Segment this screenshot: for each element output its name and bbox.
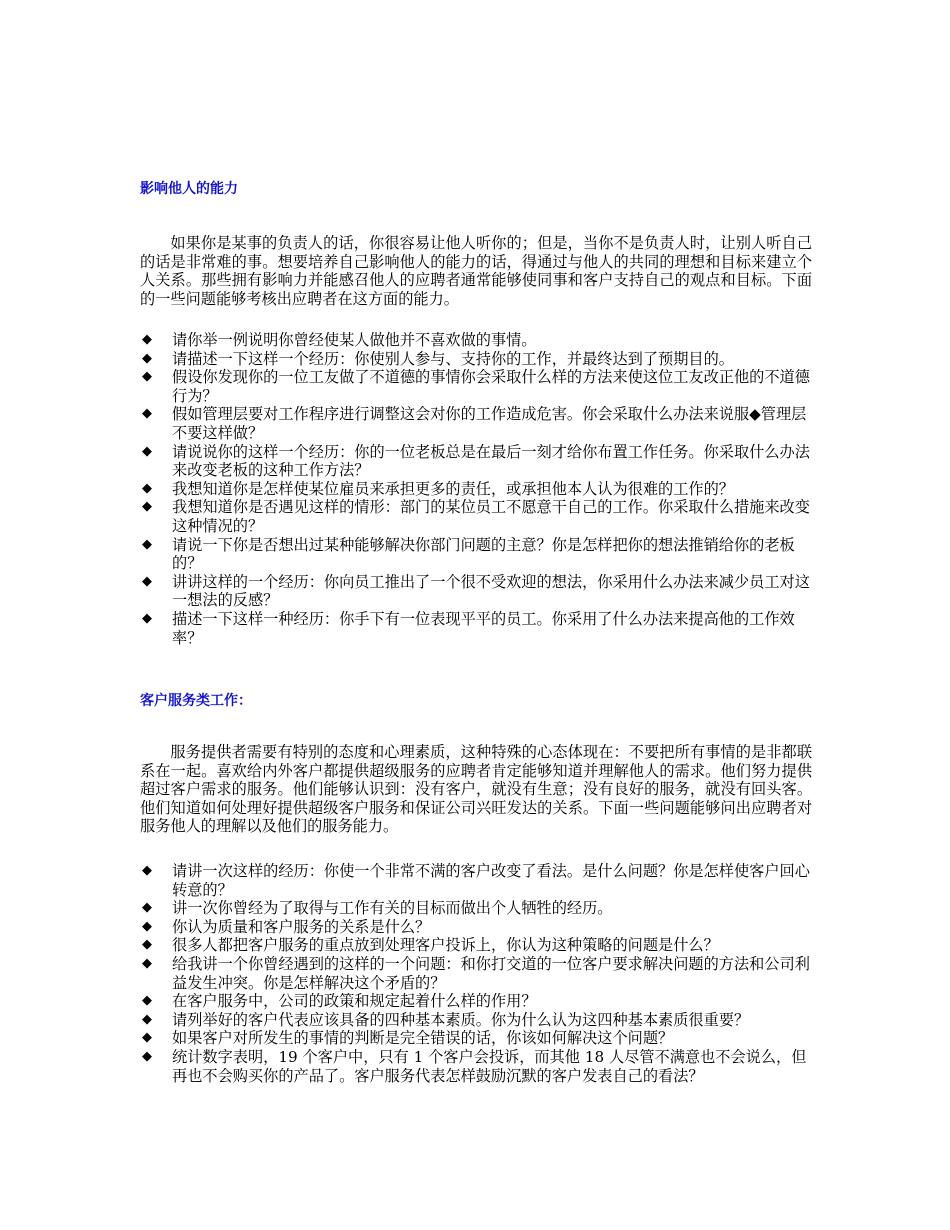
diamond-bullet-icon: ◆	[142, 918, 152, 934]
list-item	[140, 610, 812, 647]
diamond-bullet-icon: ◆	[142, 573, 152, 589]
list-item	[140, 331, 812, 350]
list-item-text: 请说说你的这样一个经历：你的一位老板总是在最后一刻才给你布置工作任务。你采取什么办法来改变老板的这种工作方法？	[172, 442, 810, 480]
diamond-bullet-icon: ◆	[142, 443, 152, 459]
section-heading-customer-service: 客户服务类工作：	[140, 693, 252, 709]
diamond-bullet-icon: ◆	[142, 332, 152, 347]
diamond-bullet-icon: ◆	[142, 406, 152, 422]
list-item	[140, 992, 812, 1011]
list-item	[140, 899, 812, 918]
question-list-customer-service	[140, 862, 812, 1085]
list-item-text: 如果客户对所发生的事情的判断是完全错误的话，你该如何解决这个问题？	[172, 1029, 674, 1048]
section-paragraph-influence: 如果你是某事的负责人的话，你很容易让他人听你的；但是，当你不是负责人时，让别人听自己的话是非常难的事。想要培养自己影响他人的能力的话，得通过与他人的共同的理想和目标来建立个人关系。那些拥有影响力并能感召他人的应聘者通常能够使同事和客户支持自己的观点和目标。下面的一些问题能够考核出应聘者在这方面的能力。	[140, 234, 812, 308]
diamond-bullet-icon: ◆	[142, 499, 152, 515]
list-item	[140, 536, 812, 573]
question-list-influence	[140, 331, 812, 647]
list-item-text: 统计数字表明，19 个客户中，只有 1 个客户会投诉，而其他 18 人尽管不满意也不会说么，但再也不会购买你的产品了。客户服务代表怎样鼓励沉默的客户发表自己的看法？	[172, 1047, 807, 1085]
list-item	[140, 862, 812, 899]
list-item	[140, 573, 812, 610]
list-item-text: 假如管理层要对工作程序进行调整这会对你的工作造成危害。你会采取什么办法来说服◆管理层不要这样做？	[172, 405, 807, 442]
diamond-bullet-icon: ◆	[142, 900, 152, 916]
list-item-text: 请描述一下这样一个经历：你使别人参与、支持你的工作，并最终达到了预期目的。	[172, 349, 734, 368]
list-item	[140, 443, 812, 480]
list-item	[140, 936, 812, 955]
list-item	[140, 1048, 812, 1085]
list-item-text: 讲一次你曾经为了取得与工作有关的目标而做出个人牺牲的经历。	[172, 899, 613, 918]
list-item-text: 我想知道你是否遇见这样的情形：部门的某位员工不愿意干自己的工作。你采取什么措施来改变这种情况的？	[172, 498, 810, 535]
list-item-text: 讲讲这样的一个经历：你向员工推出了一个很不受欢迎的想法，你采用什么办法来减少员工对这一想法的反感？	[172, 572, 810, 610]
list-item	[140, 480, 812, 499]
list-item	[140, 498, 812, 535]
diamond-bullet-icon: ◆	[142, 480, 152, 496]
diamond-bullet-icon: ◆	[142, 993, 152, 1009]
list-item-text: 请你举一例说明你曾经使某人做他并不喜欢做的事情。	[172, 331, 537, 349]
list-item	[140, 918, 812, 937]
list-item-text: 给我讲一个你曾经遇到的这样的一个问题：和你打交道的一位客户要求解决问题的方法和公司利益发生冲突。你是怎样解决这个矛盾的？	[172, 954, 810, 992]
diamond-bullet-icon: ◆	[142, 863, 152, 878]
list-item-text: 你认为质量和客户服务的关系是什么？	[172, 917, 431, 936]
list-item-text: 在客户服务中，公司的政策和规定起着什么样的作用？	[172, 992, 537, 1011]
list-item	[140, 368, 812, 405]
list-item	[140, 350, 812, 369]
diamond-bullet-icon: ◆	[142, 536, 152, 552]
list-item-text: 描述一下这样一种经历：你手下有一位表现平平的员工。你采用了什么办法来提高他的工作效率？	[172, 609, 795, 647]
list-item-text: 请列举好的客户代表应该具备的四种基本素质。你为什么认为这四种基本素质很重要？	[172, 1010, 750, 1029]
list-item	[140, 405, 812, 442]
diamond-bullet-icon: ◆	[142, 610, 152, 626]
section-paragraph-customer-service: 服务提供者需要有特别的态度和心理素质，这种特殊的心态体现在：不要把所有事情的是非都联系在一起。喜欢给内外客户都提供超级服务的应聘者肯定能够知道并理解他人的需求。他们努力提供超过客户需求的服务。他们能够认识到：没有客户，就没有生意；没有良好的服务，就没有回头客。他们知道如何处理好提供超级客户服务和保证公司兴旺发达的关系。下面一些问题能够问出应聘者对服务他人的理解以及他们的服务能力。	[140, 743, 812, 836]
list-item-text: 我想知道你是怎样使某位雇员来承担更多的责任，或承担他本人认为很难的工作的？	[172, 479, 734, 498]
diamond-bullet-icon: ◆	[142, 350, 152, 366]
diamond-bullet-icon: ◆	[142, 1048, 152, 1064]
list-item-text: 请讲一次这样的经历：你使一个非常不满的客户改变了看法。是什么问题？你是怎样使客户回心转意的？	[172, 862, 810, 899]
list-item-text: 请说一下你是否想出过某种能够解决你部门问题的主意？你是怎样把你的想法推销给你的老板的？	[172, 535, 795, 573]
section-heading-influence: 影响他人的能力	[140, 181, 238, 197]
list-item	[140, 1011, 812, 1030]
diamond-bullet-icon: ◆	[142, 1011, 152, 1027]
diamond-bullet-icon: ◆	[142, 937, 152, 953]
list-item-text: 很多人都把客户服务的重点放到处理客户投诉上，你认为这种策略的问题是什么？	[172, 936, 719, 955]
list-item	[140, 1029, 812, 1048]
list-item	[140, 955, 812, 992]
diamond-bullet-icon: ◆	[142, 955, 152, 971]
list-item-text: 假设你发现你的一位工友做了不道德的事情你会采取什么样的方法来使这位工友改正他的不道德行为？	[172, 368, 810, 405]
diamond-bullet-icon: ◆	[142, 369, 152, 385]
diamond-bullet-icon: ◆	[142, 1030, 152, 1046]
